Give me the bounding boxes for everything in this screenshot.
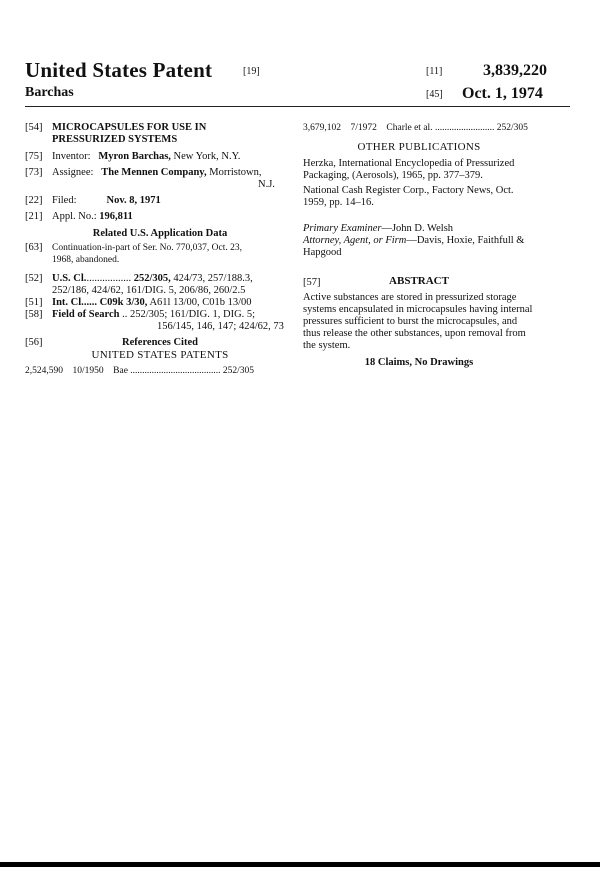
references-subheading: UNITED STATES PATENTS: [91, 349, 229, 361]
us-class-main: 252/305,: [131, 273, 171, 284]
title-field: [25, 122, 206, 134]
title-line1: MICROCAPSULES FOR USE IN: [52, 122, 207, 133]
document-title: United States Patent: [25, 58, 213, 82]
abstract-line3: pressures sufficient to burst the microcapsules, and: [303, 316, 518, 327]
int-class-main: ..... C09k 3/30,: [83, 297, 148, 308]
title-field-code: [54]: [25, 122, 43, 133]
us-class-field: [25, 273, 253, 285]
publication-2-line1: National Cash Register Corp., Factory News, Oct.: [303, 185, 514, 196]
field-of-search-rest: .. 252/305; 161/DIG. 1, DIG. 5;: [119, 309, 256, 320]
inventor-label: Inventor:: [52, 151, 91, 162]
reference-2-number: 3,679,102: [303, 123, 341, 133]
header-rule: [25, 106, 570, 107]
assignee-place2: N.J.: [258, 179, 275, 190]
inventor-field: [25, 151, 240, 163]
reference-2-class: 252/305: [496, 123, 528, 133]
claims-summary: 18 Claims, No Drawings: [364, 357, 474, 368]
assignee-place: Morristown,: [206, 167, 262, 178]
publication-2-line2: 1959, pp. 14–16.: [303, 197, 374, 208]
reference-2-dots: .........................: [434, 123, 495, 133]
abstract-line2: systems encapsulated in microcapsules having internal: [303, 304, 533, 315]
reference-row-2: [303, 122, 528, 134]
inventor-surname: Barchas: [25, 85, 74, 100]
attorney: [303, 235, 524, 247]
continuation-line2: 1968, abandoned.: [52, 255, 120, 265]
reference-1-dots: ......................................: [130, 366, 221, 376]
reference-1-date: 10/1950: [72, 366, 104, 376]
inventor-code: [75]: [25, 151, 43, 162]
appl-field: [25, 211, 133, 223]
reference-1-name: Bae: [113, 366, 128, 376]
field-of-search-code: [58]: [25, 309, 43, 320]
int-class-label: Int. Cl.: [52, 297, 84, 308]
assignee-field: [25, 167, 261, 179]
publication-1-line2: Packaging, (Aerosols), 1965, pp. 377–379.: [303, 170, 483, 181]
appl-label: Appl. No.:: [52, 211, 97, 222]
continuation-line1: Continuation-in-part of Ser. No. 770,037, Oct. 23,: [52, 243, 242, 253]
reference-1-class: 252/305: [222, 366, 255, 376]
patent-date: Oct. 1, 1974: [462, 85, 543, 102]
inventor-place: New York, N.Y.: [170, 151, 241, 162]
us-class-dots: .................: [86, 273, 132, 284]
abstract-line4: thus release the other substances, upon removal from: [303, 328, 526, 339]
related-heading: Related U.S. Application Data: [92, 228, 228, 239]
bottom-scan-bar: [0, 862, 600, 867]
primary-examiner-name: —John D. Welsh: [381, 223, 454, 234]
references-code: [56]: [25, 337, 43, 348]
patent-number-code: [11]: [426, 66, 443, 77]
primary-examiner-label: Primary Examiner: [303, 223, 382, 234]
attorney-label: Attorney, Agent, or Firm: [303, 235, 407, 246]
int-class-field: [25, 297, 252, 309]
appl-value: 196,811: [99, 211, 133, 222]
assignee-code: [73]: [25, 167, 43, 178]
reference-2-date: 7/1972: [350, 123, 377, 133]
continuation-code: [63]: [25, 242, 43, 253]
reference-row-1: [25, 365, 254, 377]
continuation-field: [25, 242, 242, 254]
filed-field: [25, 195, 161, 207]
appl-code: [21]: [25, 211, 43, 222]
field-of-search: [25, 309, 255, 321]
us-class-code: [52]: [25, 273, 43, 284]
us-class-rest: 424/73, 257/188.3,: [170, 273, 253, 284]
attorney-name2: Hapgood: [303, 247, 342, 258]
abstract-heading: ABSTRACT: [389, 275, 449, 287]
patent-number: 3,839,220: [483, 62, 547, 79]
publication-1-line1: Herzka, International Encyclopedia of Pressurized: [303, 158, 515, 169]
field-of-search-line2: 156/145, 146, 147; 424/62, 73: [157, 321, 284, 332]
filed-code: [22]: [25, 195, 43, 206]
inventor-name: Myron Barchas,: [98, 151, 171, 162]
date-code: [45]: [426, 89, 443, 100]
reference-2-name: Charle et al.: [386, 123, 433, 133]
int-class-rest: A61l 13/00, C01b 13/00: [147, 297, 252, 308]
int-class-code: [51]: [25, 297, 43, 308]
attorney-name: —Davis, Hoxie, Faithfull &: [406, 235, 525, 246]
field-of-search-label: Field of Search: [52, 309, 120, 320]
primary-examiner: [303, 223, 453, 235]
reference-1-number: 2,524,590: [25, 366, 63, 376]
abstract-line5: the system.: [303, 340, 351, 351]
assignee-label: Assignee:: [52, 167, 94, 178]
title-line2: PRESSURIZED SYSTEMS: [52, 134, 178, 145]
assignee-name: The Mennen Company,: [101, 167, 207, 178]
us-class-line2: 252/186, 424/62, 161/DIG. 5, 206/86, 260/2.5: [52, 285, 246, 296]
filed-label: Filed:: [52, 195, 77, 206]
abstract-line1: Active substances are stored in pressurized storage: [303, 292, 517, 303]
other-publications-heading: OTHER PUBLICATIONS: [357, 141, 481, 153]
abstract-code: [57]: [303, 277, 321, 288]
us-class-label: U.S. Cl.: [52, 273, 87, 284]
title-code: [19]: [243, 66, 260, 77]
references-heading: References Cited: [122, 337, 198, 348]
filed-value: Nov. 8, 1971: [106, 195, 161, 206]
